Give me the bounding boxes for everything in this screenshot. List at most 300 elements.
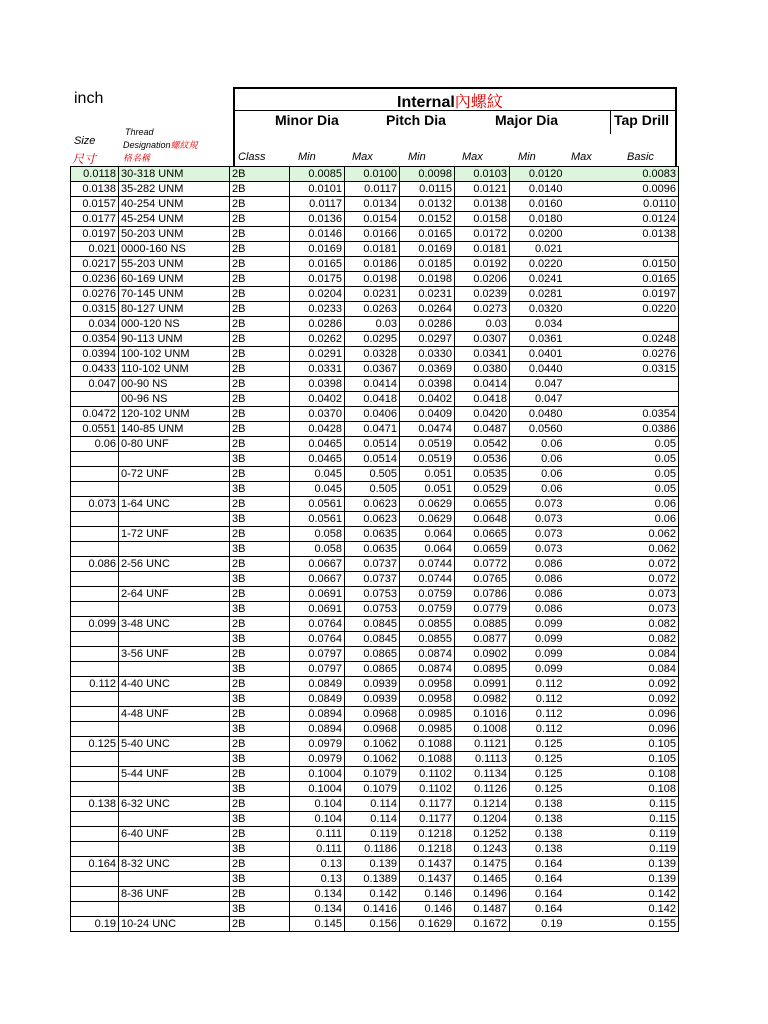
cell-major-max (565, 752, 620, 767)
cell-pitch-max: 0.1113 (455, 752, 510, 767)
cell-minor-max: 0.0623 (345, 512, 400, 527)
table-row (71, 467, 679, 482)
thread-label-cn: 螺紋規 (170, 140, 198, 150)
cell-major-max (565, 497, 620, 512)
cell-pitch-max: 0.1016 (455, 707, 510, 722)
cell-major-min: 0.073 (510, 512, 565, 527)
cell-tap-basic: 0.0165 (620, 272, 679, 287)
cell-pitch-max: 0.0172 (455, 227, 510, 242)
cell-size: 0.047 (71, 377, 119, 392)
cell-major-min: 0.125 (510, 737, 565, 752)
cell-pitch-max: 0.1475 (455, 857, 510, 872)
cell-size: 0.0354 (71, 332, 119, 347)
cell-pitch-min: 0.0286 (400, 317, 455, 332)
table-row (71, 752, 679, 767)
cell-class: 2B (230, 887, 290, 902)
table-row (71, 302, 679, 317)
cell-pitch-max: 0.1496 (455, 887, 510, 902)
cell-pitch-min: 0.0958 (400, 692, 455, 707)
cell-class: 2B (230, 677, 290, 692)
cell-pitch-min: 0.051 (400, 467, 455, 482)
table-row (71, 227, 679, 242)
cell-size (71, 722, 119, 737)
cell-tap-basic: 0.0083 (620, 167, 679, 182)
cell-designation: 2-64 UNF (119, 587, 230, 602)
cell-minor-min: 0.0764 (290, 617, 345, 632)
cell-size: 0.021 (71, 242, 119, 257)
unit-label: inch (74, 90, 104, 107)
internal-title-cn: 內螺紋 (454, 94, 503, 111)
cell-pitch-max: 0.1243 (455, 842, 510, 857)
table-row (71, 767, 679, 782)
cell-class: 3B (230, 902, 290, 917)
cell-pitch-max: 0.0765 (455, 572, 510, 587)
cell-tap-basic: 0.062 (620, 542, 679, 557)
cell-major-min: 0.06 (510, 482, 565, 497)
cell-pitch-min: 0.0855 (400, 632, 455, 647)
cell-tap-basic: 0.0315 (620, 362, 679, 377)
cell-minor-max: 0.0865 (345, 647, 400, 662)
cell-pitch-min: 0.0398 (400, 377, 455, 392)
cell-class: 2B (230, 272, 290, 287)
cell-tap-basic: 0.0248 (620, 332, 679, 347)
cell-designation: 70-145 UNM (119, 287, 230, 302)
table-row (71, 242, 679, 257)
table-row (71, 452, 679, 467)
cell-tap-basic: 0.0110 (620, 197, 679, 212)
cell-major-max (565, 287, 620, 302)
cell-pitch-min: 0.0759 (400, 602, 455, 617)
table-row (71, 377, 679, 392)
cell-pitch-max: 0.1204 (455, 812, 510, 827)
cell-minor-max: 0.0514 (345, 452, 400, 467)
cell-size (71, 632, 119, 647)
cell-tap-basic: 0.06 (620, 512, 679, 527)
cell-size (71, 602, 119, 617)
cell-minor-max: 0.1389 (345, 872, 400, 887)
class-subheading: Class (238, 151, 266, 163)
cell-major-min: 0.164 (510, 902, 565, 917)
cell-major-max (565, 407, 620, 422)
cell-pitch-max: 0.0772 (455, 557, 510, 572)
cell-designation: 6-32 UNC (119, 797, 230, 812)
cell-minor-max: 0.0367 (345, 362, 400, 377)
cell-class: 2B (230, 557, 290, 572)
cell-minor-max: 0.0406 (345, 407, 400, 422)
table-row (71, 887, 679, 902)
cell-designation: 8-36 UNF (119, 887, 230, 902)
table-row (71, 722, 679, 737)
cell-designation: 0000-160 NS (119, 242, 230, 257)
cell-pitch-max: 0.0648 (455, 512, 510, 527)
cell-designation: 35-282 UNM (119, 182, 230, 197)
cell-major-max (565, 782, 620, 797)
cell-tap-basic: 0.105 (620, 737, 679, 752)
cell-minor-min: 0.045 (290, 467, 345, 482)
cell-designation: 4-48 UNF (119, 707, 230, 722)
cell-pitch-min: 0.0264 (400, 302, 455, 317)
table-row (71, 347, 679, 362)
cell-major-min: 0.138 (510, 827, 565, 842)
cell-pitch-min: 0.0409 (400, 407, 455, 422)
table-row (71, 842, 679, 857)
cell-minor-min: 0.058 (290, 527, 345, 542)
cell-minor-max: 0.0198 (345, 272, 400, 287)
cell-major-max (565, 557, 620, 572)
cell-minor-min: 0.0561 (290, 512, 345, 527)
cell-pitch-min: 0.0874 (400, 662, 455, 677)
cell-class: 2B (230, 827, 290, 842)
cell-tap-basic: 0.073 (620, 587, 679, 602)
cell-pitch-max: 0.1672 (455, 917, 510, 932)
cell-tap-basic: 0.062 (620, 527, 679, 542)
cell-size: 0.06 (71, 437, 119, 452)
cell-size: 0.112 (71, 677, 119, 692)
cell-pitch-max: 0.1214 (455, 797, 510, 812)
cell-pitch-min: 0.064 (400, 542, 455, 557)
cell-major-max (565, 902, 620, 917)
cell-major-max (565, 842, 620, 857)
table-row (71, 407, 679, 422)
cell-minor-min: 0.0136 (290, 212, 345, 227)
cell-pitch-max: 0.0659 (455, 542, 510, 557)
cell-minor-max: 0.1079 (345, 767, 400, 782)
cell-tap-basic: 0.073 (620, 602, 679, 617)
cell-tap-basic: 0.139 (620, 872, 679, 887)
cell-major-min: 0.086 (510, 572, 565, 587)
table-row (71, 497, 679, 512)
cell-major-min: 0.112 (510, 677, 565, 692)
cell-pitch-max: 0.0138 (455, 197, 510, 212)
cell-pitch-max: 0.1121 (455, 737, 510, 752)
cell-pitch-max: 0.0307 (455, 332, 510, 347)
cell-pitch-max: 0.0121 (455, 182, 510, 197)
cell-class: 2B (230, 797, 290, 812)
cell-major-min: 0.086 (510, 587, 565, 602)
thread-label-line3: 格名稱 (123, 153, 151, 163)
cell-pitch-min: 0.1218 (400, 827, 455, 842)
cell-major-min: 0.047 (510, 377, 565, 392)
cell-pitch-min: 0.0985 (400, 722, 455, 737)
cell-designation: 00-96 NS (119, 392, 230, 407)
table-row (71, 257, 679, 272)
cell-designation: 50-203 UNM (119, 227, 230, 242)
cell-major-min: 0.086 (510, 602, 565, 617)
cell-size (71, 872, 119, 887)
cell-minor-max: 0.0166 (345, 227, 400, 242)
cell-size (71, 467, 119, 482)
cell-major-max (565, 722, 620, 737)
cell-minor-max: 0.0418 (345, 392, 400, 407)
cell-minor-max: 0.0181 (345, 242, 400, 257)
thread-spec-table (70, 166, 679, 932)
cell-major-max (565, 542, 620, 557)
cell-tap-basic: 0.096 (620, 722, 679, 737)
cell-tap-basic: 0.108 (620, 767, 679, 782)
table-row (71, 707, 679, 722)
cell-size: 0.0472 (71, 407, 119, 422)
table-row (71, 332, 679, 347)
cell-tap-basic: 0.05 (620, 437, 679, 452)
cell-size: 0.0138 (71, 182, 119, 197)
cell-designation (119, 452, 230, 467)
cell-major-min: 0.0140 (510, 182, 565, 197)
cell-tap-basic: 0.105 (620, 752, 679, 767)
internal-title (397, 89, 503, 112)
cell-major-min: 0.073 (510, 497, 565, 512)
table-row (71, 647, 679, 662)
cell-minor-min: 0.104 (290, 797, 345, 812)
cell-pitch-min: 0.1088 (400, 752, 455, 767)
cell-size: 0.0236 (71, 272, 119, 287)
cell-class: 2B (230, 707, 290, 722)
internal-title-en: Internal (397, 94, 455, 111)
cell-major-min: 0.099 (510, 632, 565, 647)
cell-size (71, 692, 119, 707)
major-max-subheading: Max (571, 151, 592, 163)
cell-size (71, 647, 119, 662)
cell-pitch-min: 0.1437 (400, 857, 455, 872)
cell-minor-max: 0.0753 (345, 602, 400, 617)
cell-class: 2B (230, 392, 290, 407)
cell-minor-min: 0.145 (290, 917, 345, 932)
cell-pitch-max: 0.1487 (455, 902, 510, 917)
cell-major-min: 0.0120 (510, 167, 565, 182)
cell-designation (119, 872, 230, 887)
cell-class: 3B (230, 602, 290, 617)
cell-minor-min: 0.1004 (290, 767, 345, 782)
pitch-min-subheading: Min (408, 151, 426, 163)
cell-class: 2B (230, 332, 290, 347)
cell-major-min: 0.034 (510, 317, 565, 332)
cell-class: 2B (230, 347, 290, 362)
cell-major-max (565, 887, 620, 902)
cell-tap-basic: 0.119 (620, 827, 679, 842)
cell-tap-basic: 0.082 (620, 632, 679, 647)
cell-size (71, 587, 119, 602)
cell-minor-max: 0.0328 (345, 347, 400, 362)
cell-minor-max: 0.1079 (345, 782, 400, 797)
cell-pitch-min: 0.0330 (400, 347, 455, 362)
cell-major-max (565, 362, 620, 377)
cell-minor-min: 0.045 (290, 482, 345, 497)
cell-pitch-min: 0.0169 (400, 242, 455, 257)
cell-size: 0.034 (71, 317, 119, 332)
table-row (71, 197, 679, 212)
table-row (71, 527, 679, 542)
cell-minor-max: 0.0623 (345, 497, 400, 512)
cell-major-min: 0.047 (510, 392, 565, 407)
cell-minor-min: 0.0286 (290, 317, 345, 332)
cell-pitch-max: 0.1465 (455, 872, 510, 887)
cell-size (71, 902, 119, 917)
cell-designation (119, 692, 230, 707)
cell-pitch-min: 0.0474 (400, 422, 455, 437)
cell-pitch-min: 0.0519 (400, 452, 455, 467)
cell-major-min: 0.06 (510, 452, 565, 467)
cell-designation: 60-169 UNM (119, 272, 230, 287)
thread-label-line2 (123, 139, 198, 152)
table-row (71, 737, 679, 752)
cell-minor-min: 0.0979 (290, 737, 345, 752)
cell-major-max (565, 677, 620, 692)
cell-designation: 140-85 UNM (119, 422, 230, 437)
cell-tap-basic: 0.108 (620, 782, 679, 797)
cell-pitch-max: 0.0895 (455, 662, 510, 677)
cell-major-max (565, 737, 620, 752)
cell-minor-max: 0.1062 (345, 752, 400, 767)
cell-major-max (565, 707, 620, 722)
cell-major-min: 0.125 (510, 752, 565, 767)
cell-major-max (565, 632, 620, 647)
cell-minor-max: 0.0845 (345, 632, 400, 647)
table-row (71, 917, 679, 932)
cell-major-min: 0.164 (510, 872, 565, 887)
table-row (71, 572, 679, 587)
cell-major-max (565, 587, 620, 602)
cell-tap-basic: 0.0386 (620, 422, 679, 437)
cell-major-max (565, 872, 620, 887)
cell-minor-min: 0.0370 (290, 407, 345, 422)
cell-pitch-min: 0.146 (400, 887, 455, 902)
table-row (71, 392, 679, 407)
cell-pitch-max: 0.0192 (455, 257, 510, 272)
table-row (71, 872, 679, 887)
cell-pitch-max: 0.0902 (455, 647, 510, 662)
table-row (71, 542, 679, 557)
cell-tap-basic (620, 317, 679, 332)
pitch-dia-heading: Pitch Dia (386, 112, 446, 128)
cell-major-min: 0.099 (510, 617, 565, 632)
cell-major-max (565, 272, 620, 287)
cell-major-min: 0.0401 (510, 347, 565, 362)
cell-size (71, 542, 119, 557)
cell-minor-max: 0.0231 (345, 287, 400, 302)
cell-size: 0.0197 (71, 227, 119, 242)
cell-pitch-min: 0.1218 (400, 842, 455, 857)
cell-minor-max: 0.1062 (345, 737, 400, 752)
cell-major-max (565, 527, 620, 542)
cell-major-max (565, 482, 620, 497)
cell-tap-basic: 0.05 (620, 482, 679, 497)
cell-pitch-min: 0.1177 (400, 812, 455, 827)
table-row (71, 287, 679, 302)
cell-pitch-max: 0.0665 (455, 527, 510, 542)
cell-designation: 100-102 UNM (119, 347, 230, 362)
cell-minor-min: 0.0691 (290, 602, 345, 617)
cell-minor-max: 0.0514 (345, 437, 400, 452)
size-label-cn: 尺寸 (72, 152, 97, 166)
cell-pitch-min: 0.0958 (400, 677, 455, 692)
cell-minor-min: 0.0175 (290, 272, 345, 287)
cell-minor-min: 0.0233 (290, 302, 345, 317)
cell-minor-min: 0.134 (290, 902, 345, 917)
cell-pitch-max: 0.0103 (455, 167, 510, 182)
cell-class: 2B (230, 167, 290, 182)
cell-pitch-min: 0.0198 (400, 272, 455, 287)
cell-pitch-min: 0.0369 (400, 362, 455, 377)
cell-designation: 8-32 UNC (119, 857, 230, 872)
cell-class: 3B (230, 572, 290, 587)
cell-minor-min: 0.0561 (290, 497, 345, 512)
size-label: Size (74, 135, 96, 147)
cell-tap-basic (620, 392, 679, 407)
cell-minor-min: 0.111 (290, 842, 345, 857)
cell-tap-basic: 0.155 (620, 917, 679, 932)
cell-class: 3B (230, 872, 290, 887)
cell-minor-min: 0.0169 (290, 242, 345, 257)
cell-minor-max: 0.0845 (345, 617, 400, 632)
cell-pitch-min: 0.0629 (400, 512, 455, 527)
cell-tap-basic: 0.115 (620, 797, 679, 812)
cell-designation: 0-80 UNF (119, 437, 230, 452)
cell-minor-min: 0.0291 (290, 347, 345, 362)
table-row (71, 782, 679, 797)
cell-tap-basic: 0.119 (620, 842, 679, 857)
table-row (71, 512, 679, 527)
cell-major-min: 0.0220 (510, 257, 565, 272)
cell-major-min: 0.164 (510, 887, 565, 902)
cell-major-max (565, 212, 620, 227)
tap-drill-heading: Tap Drill (614, 112, 669, 128)
cell-major-max (565, 917, 620, 932)
cell-pitch-min: 0.0744 (400, 557, 455, 572)
minor-dia-heading: Minor Dia (275, 112, 339, 128)
cell-pitch-min: 0.1629 (400, 917, 455, 932)
cell-major-max (565, 347, 620, 362)
cell-minor-min: 0.1004 (290, 782, 345, 797)
cell-size (71, 842, 119, 857)
cell-pitch-min: 0.0759 (400, 587, 455, 602)
cell-size (71, 482, 119, 497)
cell-minor-max: 0.0414 (345, 377, 400, 392)
cell-major-max (565, 617, 620, 632)
cell-pitch-max: 0.0206 (455, 272, 510, 287)
cell-designation: 3-48 UNC (119, 617, 230, 632)
cell-minor-max: 0.0753 (345, 587, 400, 602)
cell-tap-basic: 0.0124 (620, 212, 679, 227)
cell-class: 2B (230, 437, 290, 452)
cell-class: 2B (230, 182, 290, 197)
pitch-max-subheading: Max (462, 151, 483, 163)
cell-size: 0.099 (71, 617, 119, 632)
cell-minor-max: 0.0134 (345, 197, 400, 212)
cell-minor-min: 0.0849 (290, 677, 345, 692)
cell-class: 2B (230, 857, 290, 872)
cell-major-max (565, 227, 620, 242)
cell-designation: 55-203 UNM (119, 257, 230, 272)
cell-tap-basic: 0.0150 (620, 257, 679, 272)
cell-pitch-min: 0.146 (400, 902, 455, 917)
cell-pitch-max: 0.0420 (455, 407, 510, 422)
cell-pitch-min: 0.1102 (400, 767, 455, 782)
cell-minor-min: 0.13 (290, 857, 345, 872)
cell-size (71, 527, 119, 542)
cell-class: 3B (230, 812, 290, 827)
cell-designation (119, 752, 230, 767)
cell-class: 2B (230, 242, 290, 257)
cell-major-max (565, 692, 620, 707)
cell-designation (119, 602, 230, 617)
cell-pitch-min: 0.0231 (400, 287, 455, 302)
cell-minor-max: 0.0100 (345, 167, 400, 182)
cell-pitch-max: 0.0982 (455, 692, 510, 707)
cell-designation: 1-72 UNF (119, 527, 230, 542)
cell-tap-basic: 0.0220 (620, 302, 679, 317)
cell-class: 2B (230, 317, 290, 332)
cell-size (71, 752, 119, 767)
cell-tap-basic: 0.0276 (620, 347, 679, 362)
